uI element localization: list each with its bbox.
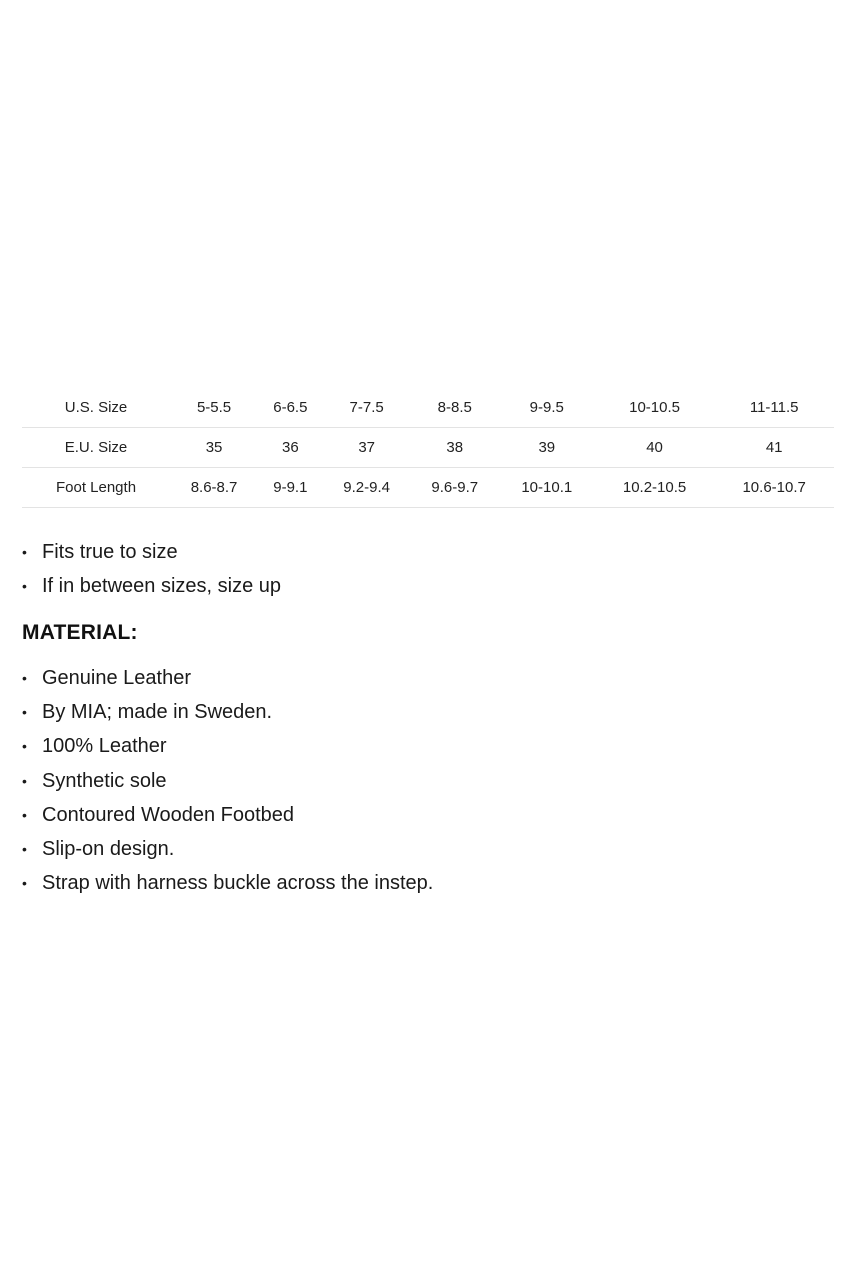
size-cell: 9-9.1 [258,468,323,508]
size-cell: 8.6-8.7 [170,468,258,508]
size-cell: 9.6-9.7 [411,468,499,508]
material-item: • Synthetic sole [22,764,433,798]
material-item: • By MIA; made in Sweden. [22,695,433,729]
size-cell: 6-6.5 [258,388,323,428]
size-chart-table [22,388,834,508]
size-row-foot-length [22,468,834,508]
size-cell: 5-5.5 [170,388,258,428]
fit-notes-list [22,535,281,603]
size-cell: 8-8.5 [411,388,499,428]
material-list [22,661,433,900]
size-cell: 41 [714,428,834,468]
size-cell: 9-9.5 [499,388,595,428]
size-cell: 39 [499,428,595,468]
size-row-label: Foot Length [22,468,170,508]
size-cell: 10.6-10.7 [714,468,834,508]
material-item: • 100% Leather [22,729,433,763]
size-row-label: E.U. Size [22,428,170,468]
size-cell: 11-11.5 [714,388,834,428]
material-item: • Slip-on design. [22,832,433,866]
size-cell: 10-10.1 [499,468,595,508]
fit-note-item: • Fits true to size [22,535,281,569]
size-cell: 9.2-9.4 [323,468,411,508]
size-cell: 40 [595,428,715,468]
size-cell: 7-7.5 [323,388,411,428]
fit-note-item: • If in between sizes, size up [22,569,281,603]
size-cell: 10-10.5 [595,388,715,428]
material-item: • Genuine Leather [22,661,433,695]
size-row-us [22,388,834,428]
material-item: • Strap with harness buckle across the instep. [22,866,433,900]
size-cell: 36 [258,428,323,468]
size-cell: 38 [411,428,499,468]
size-row-label: U.S. Size [22,388,170,428]
material-item: • Contoured Wooden Footbed [22,798,433,832]
material-heading: MATERIAL: [22,621,138,644]
size-row-eu [22,428,834,468]
size-cell: 37 [323,428,411,468]
size-cell: 10.2-10.5 [595,468,715,508]
size-cell: 35 [170,428,258,468]
